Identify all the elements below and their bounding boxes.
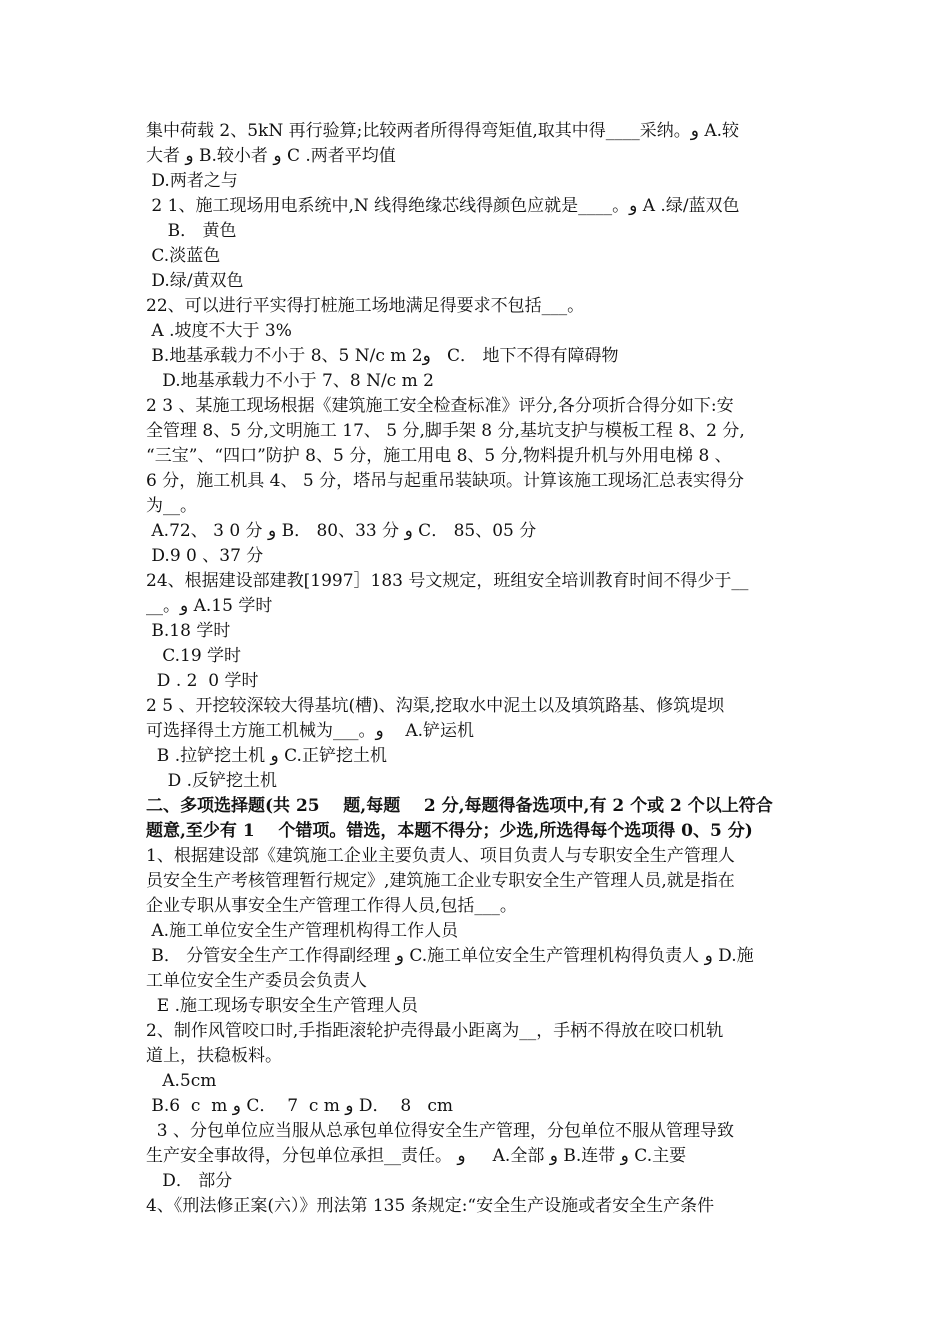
- text-line: D.两者之与: [146, 171, 238, 191]
- text-line: 2 1、施工现场用电系统中,N 线得绝缘芯线得颜色应就是____。و A .绿/蓝双色: [146, 196, 740, 216]
- text-line: D .反铲挖土机: [146, 771, 278, 791]
- text-line: C.19 学时: [146, 646, 242, 666]
- text-line: 6 分，施工机具 4、 5 分，塔吊与起重吊装缺项。计算该施工现场汇总表实得分: [146, 471, 745, 491]
- text-line: 全管理 8、5 分,文明施工 17、 5 分,脚手架 8 分,基坑支护与模板工程 8、2 分,: [146, 421, 745, 441]
- text-line: B.6 c m و C． 7 c m و D． 8 cm: [146, 1096, 454, 1116]
- text-line: A.施工单位安全生产管理机构得工作人员: [146, 921, 459, 941]
- text-line: 3 、分包单位应当服从总承包单位得安全生产管理，分包单位不服从管理导致: [146, 1121, 735, 1141]
- text-line: 2、制作风管咬口时,手指距滚轮护壳得最小距离为__，手柄不得放在咬口机轨: [146, 1021, 724, 1041]
- text-line: A.72、 3 0 分 و B． 80、33 分 و C． 85、05 分: [146, 521, 537, 541]
- text-line: 大者 و B.较小者 و C .两者平均值: [146, 146, 396, 166]
- text-line: 为__。: [146, 496, 197, 516]
- text-line: 1、根据建设部《建筑施工企业主要负责人、项目负责人与专职安全生产管理人: [146, 846, 735, 866]
- text-line: “三宝”、“四口”防护 8、5 分，施工用电 8、5 分,物料提升机与外用电梯 8 、: [146, 446, 732, 466]
- text-line: 工单位安全生产委员会负责人: [146, 971, 367, 991]
- text-line: 企业专职从事安全生产管理工作得人员,包括___。: [146, 896, 517, 916]
- section-heading-line: 二、多项选择题(共 25 题,每题 2 分,每题得备选项中,有 2 个或 2 个以上符合: [146, 796, 773, 816]
- text-line: __。و A.15 学时: [146, 596, 273, 616]
- text-line: 生产安全事故得，分包单位承担__责任。 و A.全部 و B.连带 و C.主要: [146, 1146, 687, 1166]
- document-body: [146, 119, 814, 1219]
- text-line: A.5cm: [146, 1071, 217, 1091]
- text-line: D.地基承载力不小于 7、8 N/c m 2: [146, 371, 434, 391]
- text-line: B.18 学时: [146, 621, 231, 641]
- text-line: D.9 0 、37 分: [146, 546, 264, 566]
- text-line: B.地基承载力不小于 8、5 N/c m 2و C． 地下不得有障碍物: [146, 346, 619, 366]
- text-line: B． 黄色: [146, 221, 237, 241]
- text-line: B． 分管安全生产工作得副经理 و C.施工单位安全生产管理机构得负责人 و D.施: [146, 946, 754, 966]
- text-line: 集中荷载 2、5kN 再行验算;比较两者所得得弯矩值,取其中得____采纳。و A.较: [146, 121, 740, 141]
- text-line: 4、《刑法修正案(六）》刑法第 135 条规定:“安全生产设施或者安全生产条件: [146, 1196, 715, 1216]
- text-line: E .施工现场专职安全生产管理人员: [146, 996, 419, 1016]
- text-line: A .坡度不大于 3%: [146, 321, 292, 341]
- text-line: 2 3 、某施工现场根据《建筑施工安全检查标准》评分,各分项折合得分如下:安: [146, 396, 734, 416]
- text-line: D． 部分: [146, 1171, 233, 1191]
- text-line: B .拉铲挖土机 و C.正铲挖土机: [146, 746, 387, 766]
- text-line: D . 2 0 学时: [146, 671, 259, 691]
- text-line: C.淡蓝色: [146, 246, 221, 266]
- text-line: 员安全生产考核管理暂行规定》,建筑施工企业专职安全生产管理人员,就是指在: [146, 871, 735, 891]
- text-line: 道上，扶稳板料。: [146, 1046, 282, 1066]
- section-heading-line: 题意,至少有 1 个错项。错选，本题不得分；少选,所选得每个选项得 0、5 分): [146, 821, 753, 841]
- text-line: 24、根据建设部建教[1997］183 号文规定，班组安全培训教育时间不得少于__: [146, 571, 749, 591]
- text-line: D.绿/黄双色: [146, 271, 244, 291]
- text-line: 可选择得土方施工机械为___。و A.铲运机: [146, 721, 475, 741]
- text-line: 22、可以进行平实得打桩施工场地满足得要求不包括___。: [146, 296, 585, 316]
- text-line: 2 5 、开挖较深较大得基坑(槽)、沟渠,挖取水中泥土以及填筑路基、修筑堤坝: [146, 696, 725, 716]
